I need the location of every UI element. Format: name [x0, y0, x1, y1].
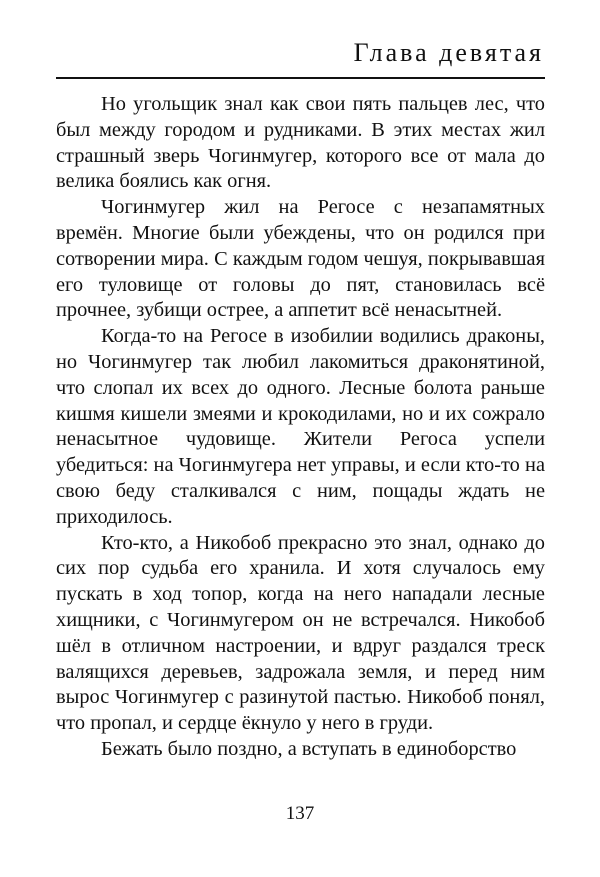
paragraph: Чогинмугер жил на Регосе с незапамятных времён. Многие были убеждены, что он родился при сотворении мира. С каждым годом чешуя, покрывавшая его туловище от головы до пят, становилась всё прочнее, зубищи острее, а аппетит всё ненасытней.: [56, 196, 545, 322]
paragraph: Но угольщик знал как свои пять пальцев лес, что был между городом и рудниками. В этих местах жил страшный зверь Чогинмугер, которого все от мала до велика боялись как огня.: [56, 93, 545, 193]
body-text: [56, 92, 545, 763]
paragraph: Когда-то на Регосе в изобилии водились драконы, но Чогинмугер так любил лакомиться драконятиной, что слопал их всех до одного. Лесные болота раньше кишмя кишели змеями и крокодилами, но и их сожрало ненасытное чудовище. Жители Регоса успели убедиться: на Чогинмугера нет управы, и если кто-то на свою беду сталкивался с ним, пощады ждать не приходилось.: [56, 325, 545, 528]
paragraph: Бежать было поздно, а вступать в единоборство: [101, 737, 517, 760]
page-number: 137: [285, 803, 315, 824]
chapter-title: Глава девятая: [353, 38, 544, 67]
paragraph: Кто-кто, а Никобоб прекрасно это знал, однако до сих пор судьба его хранила. И хотя случалось ему пускать в ход топор, когда на него нападали лесные хищники, с Чогинмугером он не встречался. Никобоб шёл в отличном настроении, и вдруг раздался треск валящихся деревьев, задрожала земля, и перед ним вырос Чогинмугер с разинутой пастью. Никобоб понял, что пропал, и сердце ёкнуло у него в груди.: [56, 531, 545, 735]
header-rule: [56, 77, 545, 79]
